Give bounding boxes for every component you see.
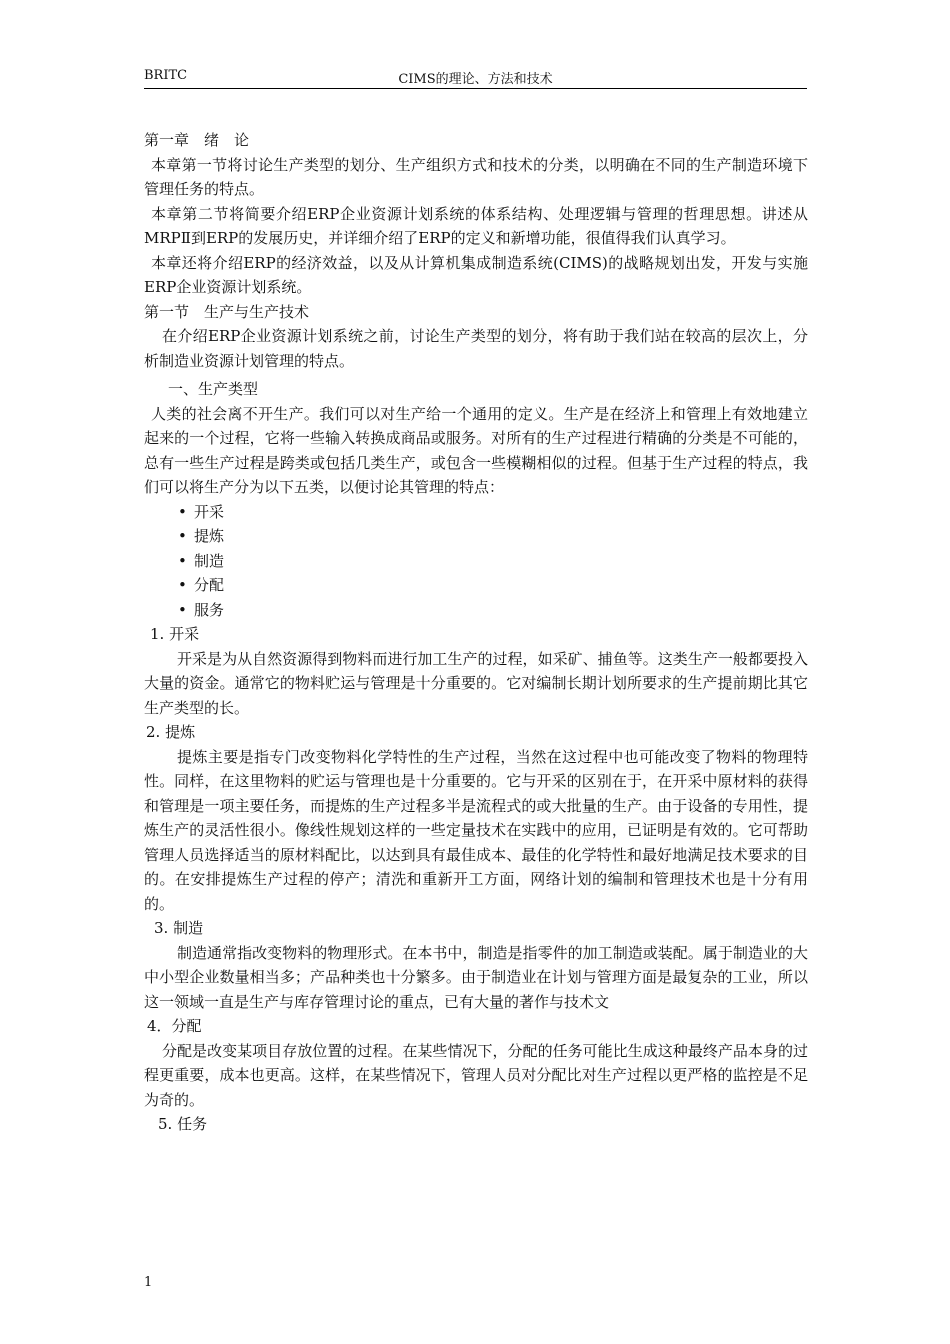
list-item: • 分配: [180, 573, 808, 598]
item-heading-refining: 2. 提炼: [146, 723, 196, 741]
header-left-text: BRITC: [144, 68, 188, 83]
header-title: CIMS的理论、方法和技术: [398, 72, 553, 87]
item-heading-service: 5. 任务: [158, 1115, 208, 1133]
subsection-title: 一、生产类型: [168, 380, 259, 398]
chapter-intro-paragraph-1: 本章第一节将讨论生产类型的划分、生产组织方式和技术的分类，以明确在不同的生产制造环境下管理任务的特点。: [144, 155, 808, 198]
document-body: [144, 128, 808, 1137]
list-item: • 制造: [180, 549, 808, 574]
section-intro-paragraph: 在介绍ERP企业资源计划系统之前，讨论生产类型的划分，将有助于我们站在较高的层次上，分析制造业资源计划管理的特点。: [144, 327, 808, 370]
production-definition-paragraph: 人类的社会离不开生产。我们可以对生产给一个通用的定义。生产是在经济上和管理上有效地建立起来的一个过程，它将一些输入转换成商品或服务。对所有的生产过程进行精确的分类是不可能的，总有一些生产过程是跨类或包括几类生产，或包含一些模糊相似的过程。但基于生产过程的特点，我们可以将生产分为以下五类，以便讨论其管理的特点：: [144, 404, 808, 496]
list-item: • 提炼: [180, 524, 808, 549]
production-types-list: [144, 500, 808, 623]
section-title: 第一节 生产与生产技术: [144, 302, 310, 321]
item-text-manufacturing: 制造通常指改变物料的物理形式。在本书中，制造是指零件的加工制造或装配。属于制造业的大中小型企业数量相当多；产品种类也十分繁多。由于制造业在计划与管理方面是最复杂的工业，所以这一领域一直是生产与库存管理讨论的重点，已有大量的著作与技术文: [144, 943, 808, 1011]
chapter-intro-paragraph-2: 本章第二节将简要介绍ERP企业资源计划系统的体系结构、处理逻辑与管理的哲理思想。讲述从MRPⅡ到ERP的发展历史，并详细介绍了ERP的定义和新增功能，很值得我们认真学习。: [144, 204, 808, 247]
list-item: • 开采: [180, 500, 808, 525]
item-heading-mining: 1. 开采: [150, 625, 200, 643]
chapter-intro-paragraph-3: 本章还将介绍ERP的经济效益，以及从计算机集成制造系统(CIMS)的战略规划出发，开发与实施ERP企业资源计划系统。: [144, 253, 808, 296]
page-number: 1: [144, 1275, 153, 1290]
item-text-distribution: 分配是改变某项目存放位置的过程。在某些情况下，分配的任务可能比生成这种最终产品本身的过程更重要，成本也更高。这样，在某些情况下，管理人员对分配比对生产过程以更严格的监控是不足为奇的。: [144, 1041, 808, 1109]
page-header: [144, 68, 807, 89]
list-item: • 服务: [180, 598, 808, 623]
item-text-mining: 开采是为从自然资源得到物料而进行加工生产的过程，如采矿、捕鱼等。这类生产一般都要投入大量的资金。通常它的物料贮运与管理是十分重要的。它对编制长期计划所要求的生产提前期比其它生产类型的长。: [144, 649, 808, 717]
item-text-refining: 提炼主要是指专门改变物料化学特性的生产过程，当然在这过程中也可能改变了物料的物理特性。同样，在这里物料的贮运与管理也是十分重要的。它与开采的区别在于，在开采中原材料的获得和管理是一项主要任务，而提炼的生产过程多半是流程式的或大批量的生产。由于设备的专用性，提炼生产的灵活性很小。像线性规划这样的一些定量技术在实践中的应用，已证明是有效的。它可帮助管理人员选择适当的原材料配比，以达到具有最佳成本、最佳的化学特性和最好地满足技术要求的目的。在安排提炼生产过程的停产；清洗和重新开工方面，网络计划的编制和管理技术也是十分有用的。: [144, 747, 808, 913]
item-heading-distribution: 4．分配: [147, 1017, 202, 1035]
chapter-title: 第一章 绪 论: [144, 131, 250, 149]
item-heading-manufacturing: 3. 制造: [154, 919, 204, 937]
